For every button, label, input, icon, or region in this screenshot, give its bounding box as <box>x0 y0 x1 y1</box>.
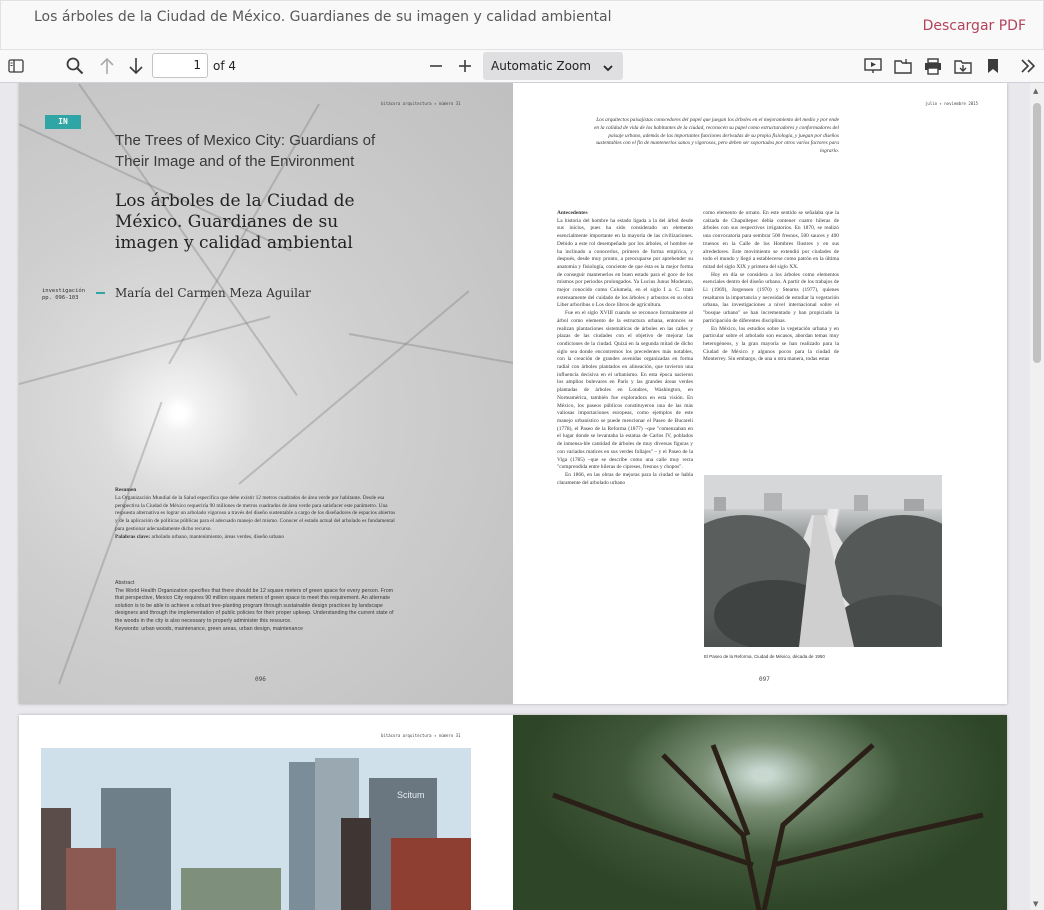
zoom-in-icon[interactable] <box>453 54 477 78</box>
keywords-text: Keywords: urban woods, maintenance, green areas, urban design, maintenance <box>115 625 304 632</box>
resumen-heading: Resumen <box>115 487 137 493</box>
search-icon[interactable] <box>63 54 87 78</box>
download-pdf-link[interactable]: Descargar PDF <box>922 18 1026 34</box>
document-header <box>0 0 1044 50</box>
previous-page-icon[interactable] <box>95 54 119 78</box>
running-header: bitácora arquitectura ✦ número 31 <box>381 733 461 738</box>
scrollbar-thumb[interactable] <box>1033 103 1041 363</box>
spanish-title: Los árboles de la Ciudad de México. Guardianes de su imagen y calidad ambiental <box>115 191 355 253</box>
page-number-input[interactable]: 1 <box>152 53 208 78</box>
tools-menu-icon[interactable] <box>1016 54 1040 78</box>
author-name: María del Carmen Meza Aguilar <box>115 286 311 300</box>
tree-branch-texture <box>58 402 162 685</box>
paragraph: Fue en el siglo XVIII cuando se reconoce formalmente al árbol como elemento de la estructura urbana, entonces se realizan plantaciones sistemáticas de árboles en las calles y plazas de las ciudades con el objetivo de mejorar las condiciones de la ciudad. Quizá en la segunda mitad de dicho siglo sea donde encontremos los precedentes más notables, con la creación de grandes avenidas organizadas en forma radial con árboles plantados en alineación, que tuvieron una influencia decisiva en el urbanismo. En esta época nacieron los amplios bulevares en París y las grandes áreas verdes plantadas de árboles en Londres, Washington, en Norteamérica, también fue exploradora en esta visión. En México, los paseos públicos constituyeron una de las más valiosas importaciones europeas, como ejemplos de este manejo urbanístico se puede mencionar el Paseo de Bucareli (1778), el Paseo de la Reforma (1877) –que "comenzaban en el lugar donde se levantaba la estatua de Carlos IV, poblados de inmensa-ble cantidad de árboles de muy diversas figuras y con variados matices en sus verdes follajes" – y el Paseo de la Viga (1785) –que se describe como una calle muy recta "comprendida entre hileras de cipreses, fresnos y chopos". <box>557 310 693 471</box>
bookmark-icon[interactable] <box>981 54 1005 78</box>
section-badge: IN <box>45 115 81 129</box>
zoom-select[interactable] <box>483 52 623 80</box>
pages-label: pp. 096-103 <box>42 295 79 301</box>
vertical-scrollbar[interactable] <box>1030 83 1044 910</box>
text-column-2 <box>703 210 839 472</box>
paseo-reforma-photo <box>704 475 942 647</box>
running-header: julio ✦ noviembre 2015 <box>925 101 978 106</box>
page-count-label: of 4 <box>213 59 237 73</box>
paragraph: En 1866, en las obras de mejoras para la ciudad se habla claramente del arbolado urbano <box>557 471 693 486</box>
open-file-icon[interactable] <box>891 54 915 78</box>
sidebar-toggle-icon[interactable] <box>4 54 28 78</box>
paragraph: En México, los estudios sobre la vegetación urbana y en particular sobre el arbolado son escasos, abordan temas muy heterogéneos, y la gran mayoría se han realizado para la Ciudad de México y algunos pocos para la ciudad de Monterrey. Sin embargo, de una u otra manera, todas estas <box>703 325 839 363</box>
abstract-text: The World Health Organization specifies that there should be 12 square meters of green space for every person. From that perspective, Mexico City requires 90 million square meters of green space to meet this requirement. An alternate solution is to be able to achieve a robust tree-planting program through sustainable design practices by landscape designers and through the implementation of public policies for their proper upkeep. Understanding the current state of the woods in the city is also necessary to properly administer this resource. <box>115 587 394 624</box>
intro-quote: Los arquitectos paisajistas conocedores del papel que juegan los árboles en el mejoramiento del medio y por ende en la calidad de vida de los habitantes de la ciudad, reconocen su papel como estructuradores y conformadores del paisaje urbano, además de las importantes funciones derivadas de su propia fisiología, y juegan por diseños sustentables con el fin de mantenerlos sanos y vigorosos, pero deben ser soportados por otros varios factores para lograrlo. <box>594 117 839 155</box>
zoom-out-icon[interactable] <box>424 54 448 78</box>
paragraph: La historia del hombre ha estado ligada a la del árbol desde sus inicios, pues ha sido considerado un elemento esencialmente importante en la mayoría de las civilizaciones. Debido a este rol desempeñado por los árboles, el hombre se ha inclinado a conocerlos, primero de forma empírica, y después, desde muy pronto, a preocuparse por aprehender su anatomía y fisiología, conciente de que ésta es la mejor forma de conseguir mantenerlos en buen estado para el goce de los mismos por periodos prolongados. Ya Lucius Junus Moderato, mejor conocido como Columela, en el siglo I a. C. trató extensamente del cuidado de los árboles y arbustos en su obra Liber arboribus o Los doce libros de agricultura. <box>557 217 693 309</box>
scitum-sign: Scitum <box>397 790 425 800</box>
pdf-toolbar <box>0 50 1044 83</box>
document-title: Los árboles de la Ciudad de México. Guardianes de su imagen y calidad ambiental <box>34 9 612 25</box>
city-towers-photo <box>41 748 471 910</box>
canopy-illustration <box>513 715 1007 910</box>
palabras-text: arbolado urbano, mantenimiento, áreas verdes, diseño urbano <box>151 533 285 540</box>
text-column-1 <box>557 210 693 670</box>
right-page-097 <box>513 83 1007 704</box>
save-download-icon[interactable] <box>951 54 975 78</box>
left-page-096 <box>19 83 513 704</box>
tree-branch-texture <box>238 290 469 484</box>
antecedentes-heading: Antecedentes <box>557 210 588 216</box>
tree-branch-texture <box>349 333 513 370</box>
abstract-heading: Abstract <box>115 580 135 586</box>
tree-canopy-photo <box>513 715 1007 910</box>
resumen-block <box>115 487 399 542</box>
print-icon[interactable] <box>921 54 945 78</box>
section-label-text: investigación <box>42 288 86 294</box>
abstract-block <box>115 580 399 633</box>
pdf-viewer-area[interactable] <box>0 83 1030 910</box>
left-page-098 <box>19 715 513 910</box>
pdf-page-1 <box>19 83 1007 704</box>
running-header: bitácora arquitectura ✦ número 31 <box>381 101 461 106</box>
chevron-down-icon <box>603 61 613 75</box>
page-number: 096 <box>255 676 266 683</box>
photo-caption: El Paseo de la Reforma, Ciudad de México, década de 1950 <box>704 654 825 659</box>
paragraph: Hoy en día se considera a los árboles como elementos esenciales dentro del diseño urbano. A partir de los trabajos de Li (1969), Jorgensen (1970) y Stearns (1977), quienes resaltaron la importancia y necesidad de estudiar la vegetación urbana, las investigaciones a nivel internacional sobre el "bosque urbano" se han incrementado y han propiciado la participación de diferentes disciplinas. <box>703 271 839 324</box>
section-label <box>42 288 85 302</box>
paragraph: como elemento de ornato. En este sentido se señalaba que la calzada de Chapultepec debía contener cuatro hileras de árboles con sus respectivos irrigatorios. En 1870, se realizó una convocatoria para sembrar 500 fresnos, 500 sauces y 400 truenos en la Calle de los Hombres Ilustres y en sus alrededores. Este movimiento se extendió por ciudades de todo el mundo y llegó a establecerse como patrón en la última mitad del siglo XIX y primera del siglo XX. <box>703 210 839 270</box>
presentation-mode-icon[interactable] <box>861 54 885 78</box>
resumen-text: La Organización Mundial de la Salud especifica que debe existir 12 metros cuadrados de área verde por habitante. Desde esa perspectiva la Ciudad de México requeriría 90 millones de metros cuadrados de área verde para satisfacer este parámetro. Una respuesta alternativa es lograr un arbolado vigoroso a través del diseño sustentable a cargo de los diseñadores de espacios abiertos y de la aplicación de políticas públicas para el adecuado manejo del mismo. Conocer el estado actual del arbolado es fundamental para gestionar adecuadamente dicho recurso. <box>115 494 396 532</box>
zoom-select-value: Automatic Zoom <box>491 59 591 73</box>
next-page-icon[interactable] <box>124 54 148 78</box>
skyline-illustration <box>41 748 471 910</box>
teal-dash <box>96 292 105 294</box>
boulevard-photo-illustration <box>704 475 942 647</box>
tree-branch-texture <box>19 316 270 385</box>
palabras-label: Palabras clave: <box>115 533 151 540</box>
pdf-page-2 <box>19 715 1007 910</box>
scroll-up-arrow-icon[interactable]: ▲ <box>1033 87 1039 95</box>
english-title: The Trees of Mexico City: Guardians of Their Image and of the Environment <box>115 132 376 170</box>
page-number: 097 <box>759 676 770 683</box>
scroll-down-arrow-icon[interactable]: ▼ <box>1033 900 1039 908</box>
